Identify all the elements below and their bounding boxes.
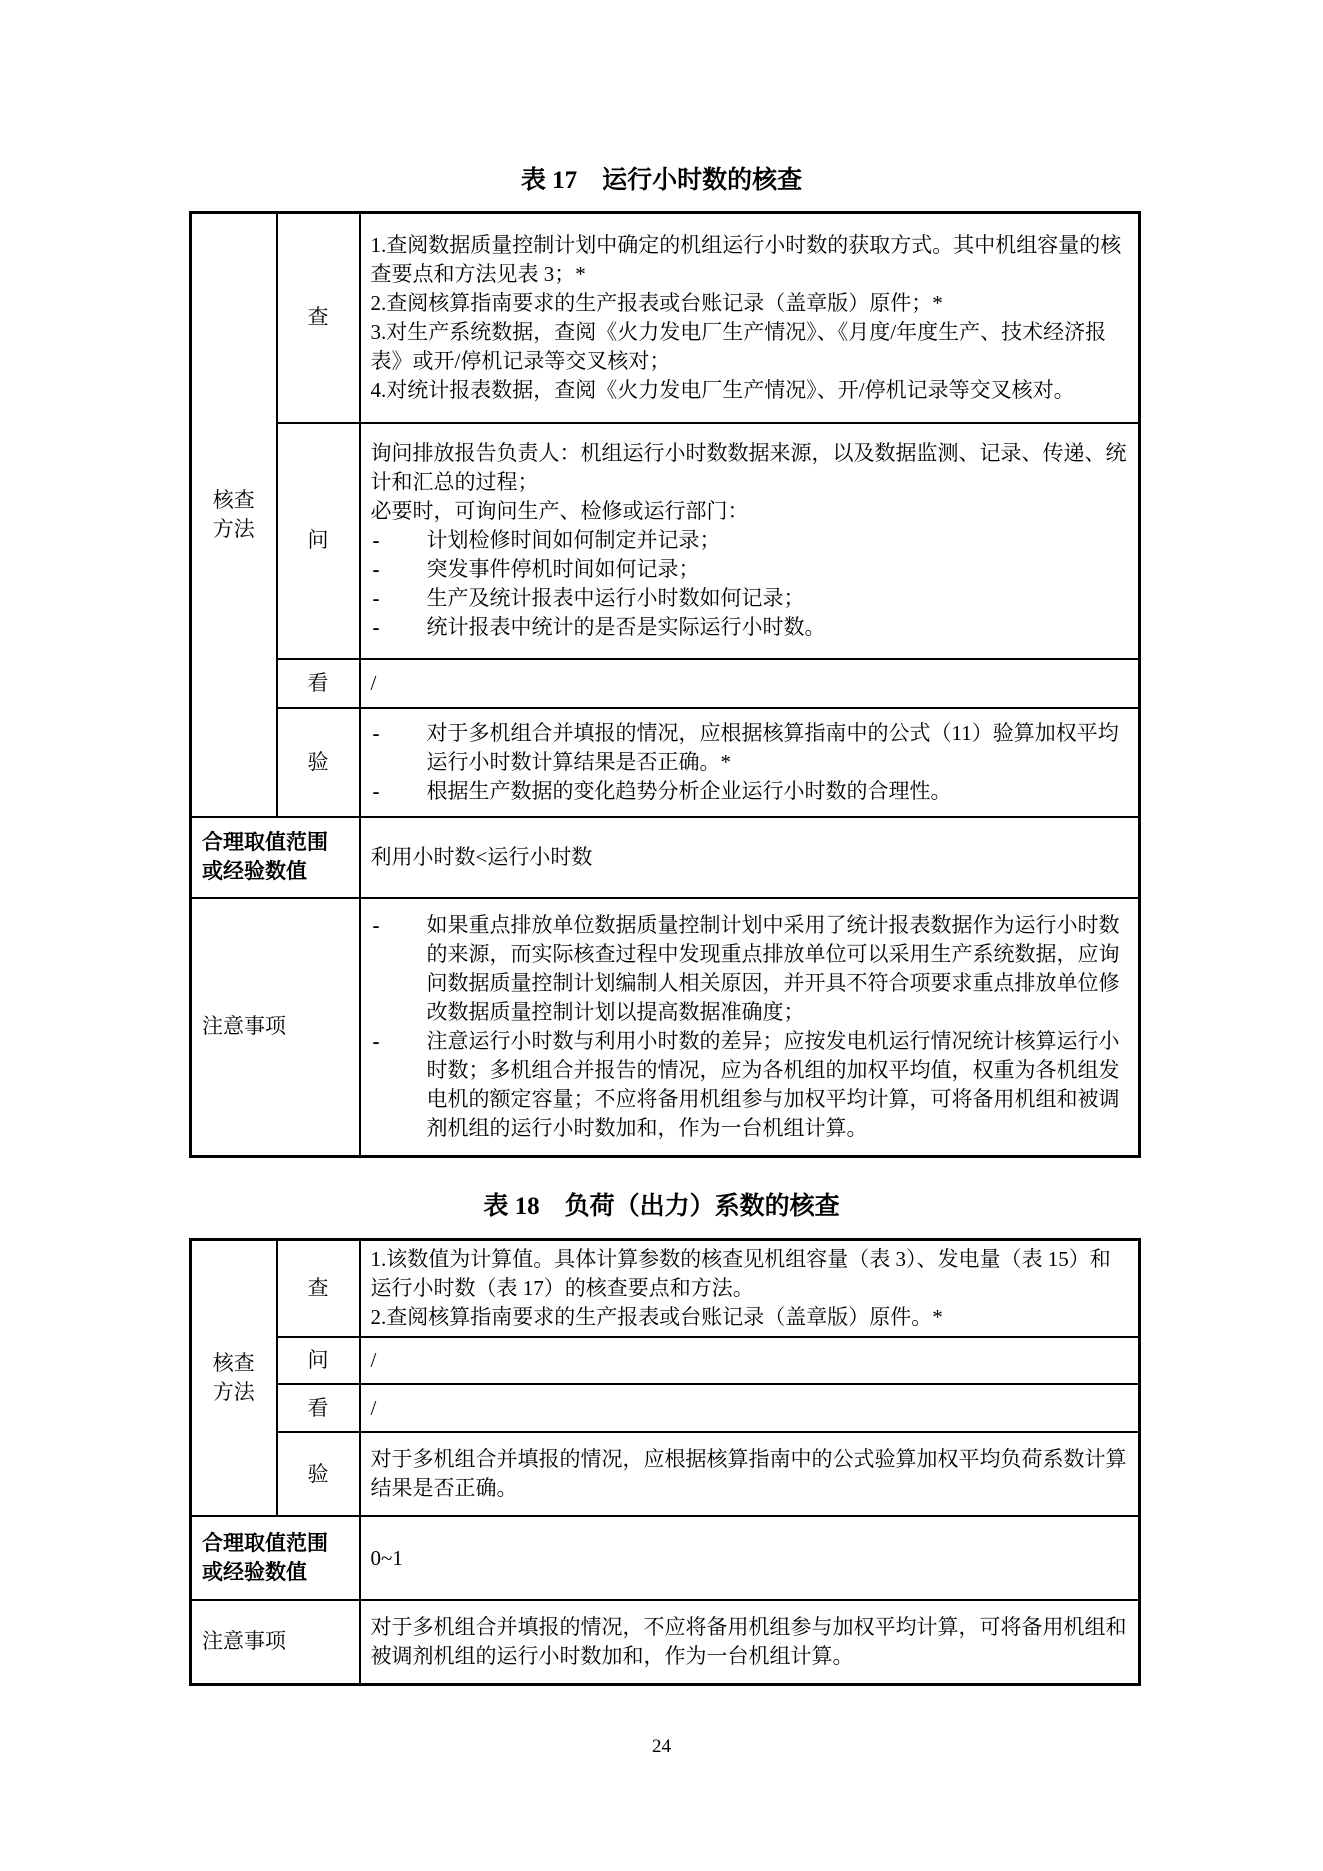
page-number: 24	[652, 1736, 671, 1757]
check-item: 4.对统计报表数据，查阅《火力发电厂生产情况》、开/停机记录等交叉核对。	[370, 377, 1075, 402]
table18-row-range	[191, 1516, 1140, 1600]
table17-verify-content-cell	[360, 708, 1140, 817]
dash-bullet-icon: -	[372, 528, 380, 552]
table18	[189, 1238, 1141, 1686]
table18-row-verify	[191, 1432, 1140, 1516]
notes-bullet-text: 如果重点排放单位数据质量控制计划中采用了统计报表数据作为运行小时数的来源，而实际核查过程中发现重点排放单位可以采用生产系统数据，应询问数据质量控制计划编制人相关原因，并开具不符合项要求重点排放单位修改数据质量控制计划以提高数据准确度；	[426, 912, 1120, 1024]
table17-ask-label-cell: 问	[277, 423, 360, 659]
table17	[189, 211, 1141, 1158]
table18-verify-label-cell: 验	[277, 1432, 360, 1516]
ask-bullet	[371, 526, 1129, 555]
table18-check-content-cell	[360, 1240, 1140, 1338]
table18-ask-content-cell: /	[360, 1337, 1140, 1384]
ask-bullet-text: 生产及统计报表中运行小时数如何记录；	[426, 586, 805, 610]
verify-bullet	[371, 777, 1129, 806]
table17-check-content-cell	[360, 213, 1140, 423]
table17-verify-label-cell: 验	[277, 708, 360, 817]
table17-row-range	[191, 817, 1140, 898]
table18-notes-header-cell: 注意事项	[191, 1600, 360, 1684]
table18-row-notes	[191, 1600, 1140, 1684]
table18-range-header-cell	[191, 1516, 360, 1600]
dash-bullet-icon: -	[372, 615, 380, 639]
table18-verify-content-cell: 对于多机组合并填报的情况，应根据核算指南中的公式验算加权平均负荷系数计算结果是否正确。	[360, 1432, 1140, 1516]
table18-row-check	[191, 1240, 1140, 1338]
table18-look-content-cell: /	[360, 1384, 1140, 1432]
table18-row-ask	[191, 1337, 1140, 1384]
table18-ask-label-cell: 问	[277, 1337, 360, 1384]
table17-look-label-cell: 看	[277, 659, 360, 708]
table18-range-value-cell: 0~1	[360, 1516, 1140, 1600]
table17-row-ask	[191, 423, 1140, 659]
verify-bullet-text: 根据生产数据的变化趋势分析企业运行小时数的合理性。	[426, 778, 952, 803]
range-label: 合理取值范围或经验数值	[202, 1531, 328, 1584]
table18-title: 表 18 负荷（出力）系数的核查	[483, 1193, 840, 1220]
verify-bullet	[371, 719, 1129, 777]
check-item: 2.查阅核算指南要求的生产报表或台账记录（盖章版）原件。*	[370, 1305, 943, 1329]
dash-bullet-icon: -	[372, 778, 380, 803]
table18-check-label-cell: 查	[277, 1240, 360, 1338]
table18-look-label-cell: 看	[277, 1384, 360, 1432]
notes-bullet	[371, 911, 1129, 1027]
table17-range-header-cell	[191, 817, 360, 898]
table17-notes-header-cell: 注意事项	[191, 898, 360, 1157]
check-item: 1.该数值为计算值。具体计算参数的核查见机组容量（表 3）、发电量（表 15）和运行小时数（表 17）的核查要点和方法。	[370, 1247, 1111, 1300]
ask-bullet	[371, 584, 1129, 613]
ask-intro: 必要时，可询问生产、检修或运行部门：	[370, 499, 749, 523]
table17-ask-content-cell	[360, 423, 1140, 659]
notes-bullet	[371, 1027, 1129, 1143]
check-item: 3.对生产系统数据，查阅《火力发电厂生产情况》、《月度/年度生产、技术经济报表》或开/停机记录等交叉核对；	[370, 319, 1107, 373]
method-label: 核查方法	[212, 487, 255, 541]
table17-row-look	[191, 659, 1140, 708]
ask-bullet-text: 突发事件停机时间如何记录；	[426, 557, 700, 581]
dash-bullet-icon: -	[372, 912, 380, 937]
ask-bullet-text: 计划检修时间如何制定并记录；	[426, 528, 721, 552]
table17-method-header-cell	[191, 213, 277, 817]
ask-intro: 询问排放报告负责人：机组运行小时数数据来源，以及数据监测、记录、传递、统计和汇总的过程；	[370, 441, 1127, 494]
table17-check-label-cell: 查	[277, 213, 360, 423]
table17-range-value-cell: 利用小时数<运行小时数	[360, 817, 1140, 898]
table18-notes-content-cell: 对于多机组合并填报的情况，不应将备用机组参与加权平均计算，可将备用机组和被调剂机组的运行小时数加和，作为一台机组计算。	[360, 1600, 1140, 1684]
ask-bullet	[371, 555, 1129, 584]
table18-row-look	[191, 1384, 1140, 1432]
table17-notes-content-cell	[360, 898, 1140, 1157]
dash-bullet-icon: -	[372, 1028, 380, 1053]
table17-row-verify	[191, 708, 1140, 817]
table17-row-notes	[191, 898, 1140, 1157]
method-label: 核查方法	[212, 1351, 255, 1404]
notes-bullet-text: 注意运行小时数与利用小时数的差异；应按发电机运行情况统计核算运行小时数；多机组合并报告的情况，应为各机组的加权平均值，权重为各机组发电机的额定容量；不应将备用机组参与加权平均计算，可将备用机组和被调剂机组的运行小时数加和，作为一台机组计算。	[426, 1028, 1120, 1140]
dash-bullet-icon: -	[372, 557, 380, 581]
range-label: 合理取值范围或经验数值	[202, 830, 328, 883]
check-item: 2.查阅核算指南要求的生产报表或台账记录（盖章版）原件；*	[370, 290, 943, 315]
dash-bullet-icon: -	[372, 586, 380, 610]
check-item: 1.查阅数据质量控制计划中确定的机组运行小时数的获取方式。其中机组容量的核查要点和方法见表 3；*	[370, 232, 1122, 286]
table17-look-content-cell: /	[360, 659, 1140, 708]
table17-title: 表 17 运行小时数的核查	[520, 167, 803, 194]
ask-bullet	[371, 613, 1129, 642]
ask-bullet-text: 统计报表中统计的是否是实际运行小时数。	[426, 615, 826, 639]
table17-row-check	[191, 213, 1140, 423]
table18-method-header-cell	[191, 1240, 277, 1517]
verify-bullet-text: 对于多机组合并填报的情况，应根据核算指南中的公式（11）验算加权平均运行小时数计算结果是否正确。*	[426, 720, 1119, 774]
dash-bullet-icon: -	[372, 720, 380, 745]
